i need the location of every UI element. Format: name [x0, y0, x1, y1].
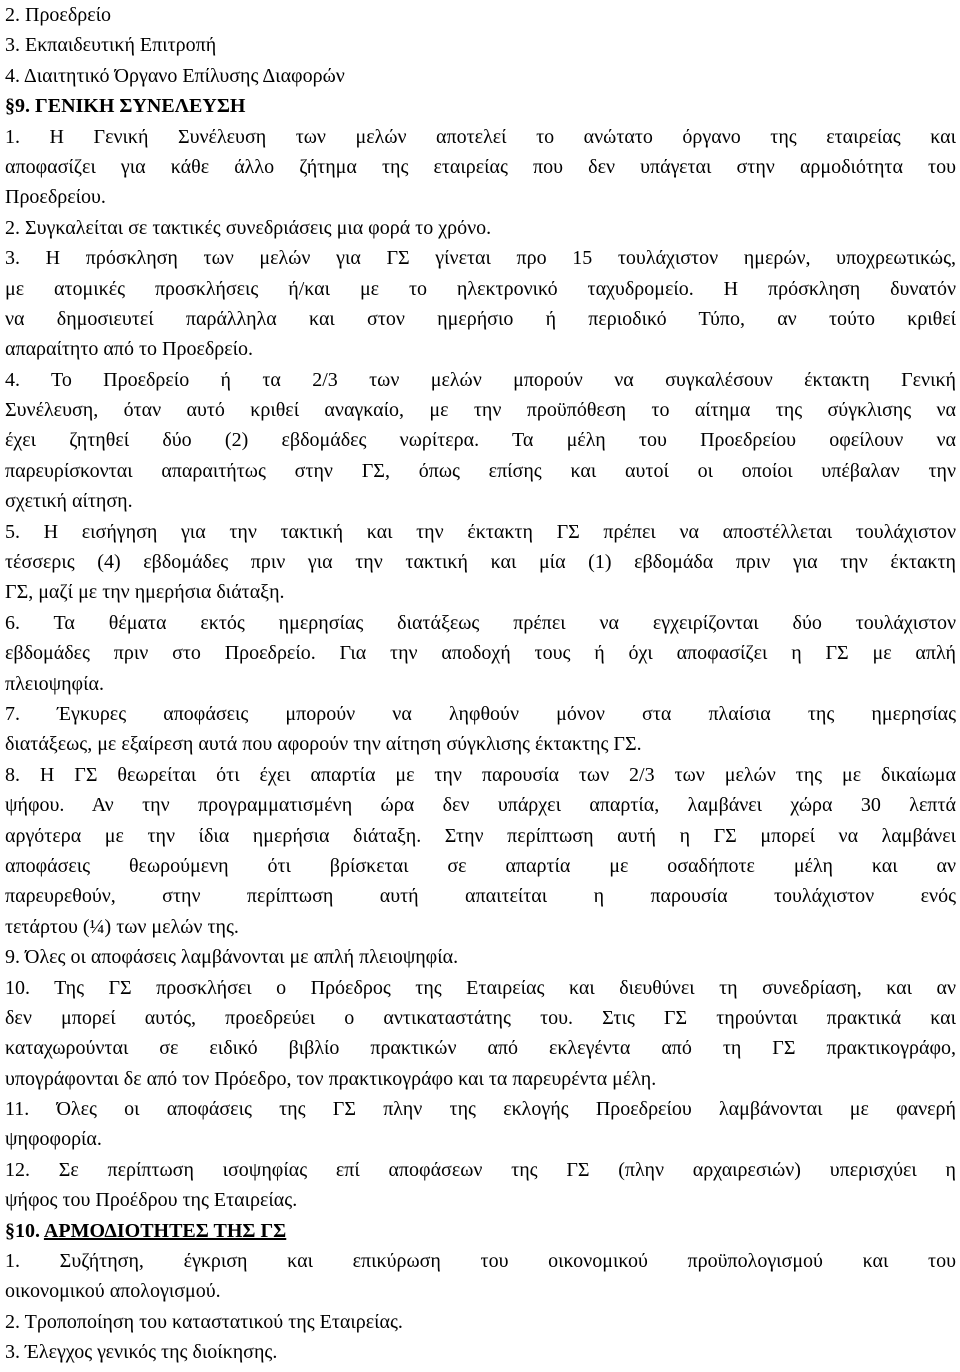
text-line: 1. Η Γενική Συνέλευση των μελών αποτελεί το ανώτατο όργανο της εταιρείας και — [5, 125, 956, 148]
text-line: 2. Τροποποίηση του καταστατικού της Εταιρείας. — [5, 1310, 403, 1333]
text-line: 3. Η πρόσκληση των μελών για ΓΣ γίνεται προ 15 τουλάχιστον ημερών, υποχρεωτικώς, — [5, 247, 956, 270]
text-line: υπογράφονται δε από τον Πρόεδρο, τον πρακτικογράφο και τα παρευρέντα μέλη. — [5, 1067, 657, 1090]
text-line: αργότερα με την ίδια ημερήσια διάταξη. Στην περίπτωση αυτή η ΓΣ μπορεί να λαμβάνει — [5, 824, 956, 847]
text-line: 4. Διαιτητικό Όργανο Επίλυσης Διαφορών — [5, 64, 345, 87]
text-line: 4. Το Προεδρείο ή τα 2/3 των μελών μπορούν να συγκαλέσουν έκτακτη Γενική — [5, 368, 956, 391]
text-line: ψήφος του Προέδρου της Εταιρείας. — [5, 1189, 298, 1212]
text-line: απαραίτητο από το Προεδρείο. — [5, 338, 254, 361]
text-line: τετάρτου (¼) των μελών της. — [5, 915, 239, 938]
text-line: διατάξεως, με εξαίρεση αυτά που αφορούν την αίτηση σύγκλισης έκτακτης ΓΣ. — [5, 733, 642, 756]
text-line: Συνέλευση, όταν αυτό κριθεί αναγκαίο, με την προϋπόθεση το αίτημα της σύγκλισης να — [5, 399, 956, 422]
text-line: 2. Προεδρείο — [5, 4, 112, 26]
text-line: τέσσερις (4) εβδομάδες πριν για την τακτική και μία (1) εβδομάδα πριν για την έκτακτη — [5, 551, 956, 574]
text-line: με ατομικές προσκλήσεις ή/και με το ηλεκτρονικό ταχυδρομείο. Η πρόσκληση δυνατόν — [5, 277, 956, 300]
text-line: να δημοσιευτεί παράλληλα και στον ημερήσιο ή περιοδικό Τύπο, αν τούτο κριθεί — [5, 307, 956, 330]
text-line: ΓΣ, μαζί με την ημερήσια διάταξη. — [5, 581, 285, 604]
text-line: 10. Της ΓΣ προσκλήσει ο Πρόεδρος της Εταιρείας και διευθύνει τη συνεδρίαση, και αν — [5, 976, 956, 999]
text-line: έχει ζητηθεί δύο (2) εβδομάδες νωρίτερα. Τα μέλη του Προεδρείου οφείλουν να — [5, 429, 956, 452]
text-line: αποφάσεις θεωρούμενη ότι βρίσκεται σε απαρτία με οσαδήποτε μέλη και αν — [5, 854, 956, 877]
text-line: παρευρίσκονται απαραιτήτως στην ΓΣ, όπως επίσης και αυτοί οι οποίοι υπέβαλαν την — [5, 459, 956, 482]
text-line: εβδομάδες πριν στο Προεδρείο. Για την αποδοχή τους ή όχι αποφασίζει η ΓΣ με απλή — [5, 642, 956, 665]
text-line: ψηφοφορία. — [5, 1128, 102, 1151]
text-line: 9. Όλες οι αποφάσεις λαμβάνονται με απλή πλειοψηφία. — [5, 946, 459, 969]
text-line: οικονομικού απολογισμού. — [5, 1280, 221, 1303]
text-line: σχετική αίτηση. — [5, 490, 133, 513]
section-number: §10. — [5, 1219, 44, 1242]
text-line: 7. Έγκυρες αποφάσεις μπορούν να ληφθούν μόνον στα πλαίσια της ημερησίας — [5, 702, 956, 725]
text-line: 11. Όλες οι αποφάσεις της ΓΣ πλην της εκλογής Προεδρείου λαμβάνονται με φανερή — [5, 1098, 956, 1121]
text-line: 3. Έλεγχος γενικός της διοίκησης. — [5, 1341, 278, 1364]
text-line: 5. Η εισήγηση για την τακτική και την έκτακτη ΓΣ πρέπει να αποστέλλεται τουλάχιστον — [5, 520, 956, 543]
text-line: 6. Τα θέματα εκτός ημερησίας διατάξεως πρέπει να εγχειρίζονται δύο τουλάχιστον — [5, 611, 956, 634]
text-line: Προεδρείου. — [5, 186, 106, 209]
text-line: ψήφου. Αν την προγραμματισμένη ώρα δεν υπάρχει απαρτία, λαμβάνει χώρα 30 λεπτά — [5, 794, 956, 817]
text-line: 8. Η ΓΣ θεωρείται ότι έχει απαρτία με την παρουσία των 2/3 των μελών της με δικαίωμα — [5, 763, 956, 786]
text-line: δεν μπορεί αυτός, προεδρεύει ο αντικαταστάτης του. Στις ΓΣ τηρούνται πρακτικά και — [5, 1006, 956, 1029]
text-line: 3. Εκπαιδευτική Επιτροπή — [5, 34, 217, 57]
section-title: ΑΡΜΟΔΙΟΤΗΤΕΣ ΤΗΣ ΓΣ — [43, 1219, 287, 1242]
section-heading: §9. ΓΕΝΙΚΗ ΣΥΝΕΛΕΥΣΗ — [5, 95, 246, 118]
section-heading — [5, 1216, 956, 1246]
text-line: 12. Σε περίπτωση ισοψηφίας επί αποφάσεων της ΓΣ (πλην αρχαιρεσιών) υπερισχύει η — [5, 1158, 956, 1181]
text-line: καταχωρούνται σε ειδικό βιβλίο πρακτικών από εκλεγέντα από τη ΓΣ πρακτικογράφο, — [5, 1037, 956, 1060]
text-line: 2. Συγκαλείται σε τακτικές συνεδριάσεις μια φορά το χρόνο. — [5, 216, 492, 239]
text-line: παρευρεθούν, στην περίπτωση αυτή απαιτείται η παρουσία τουλάχιστον ενός — [5, 885, 956, 908]
text-line: αποφασίζει για κάθε άλλο ζήτημα της εταιρείας που δεν υπάγεται στην αρμοδιότητα του — [5, 155, 956, 178]
text-line: 1. Συζήτηση, έγκριση και επικύρωση του οικονομικού προϋπολογισμού και του — [5, 1250, 956, 1273]
text-line: πλειοψηφία. — [5, 672, 104, 695]
